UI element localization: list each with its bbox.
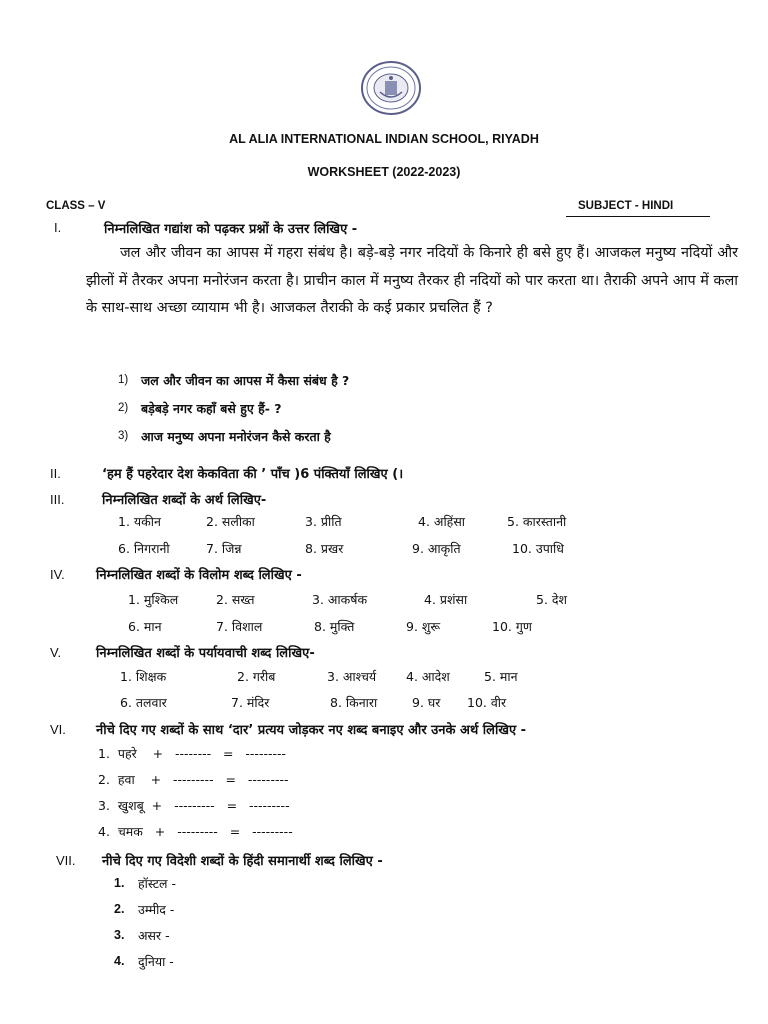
word-item: 8. प्रखर [305, 541, 344, 556]
word-item: 6. मान [128, 619, 162, 634]
section-title-4: निम्नलिखित शब्दों के विलोम शब्द लिखिए - [96, 568, 302, 583]
section-title-7: नीचे दिए गए विदेशी शब्दों के हिंदी समानार्थी शब्द लिखिए - [102, 854, 383, 869]
word-item: 4. अहिंसा [418, 514, 466, 529]
question-text: जल और जीवन का आपस में कैसा संबंध है ? [141, 373, 350, 388]
worksheet-title: WORKSHEET (2022-2023) [307, 165, 461, 179]
word-item: 6. निगरानी [118, 541, 170, 556]
foreign-word: दुनिया - [138, 954, 174, 969]
suffix-item: 1. पहरे + -------- = --------- [98, 746, 287, 761]
word-item: 7. मंदिर [231, 695, 270, 710]
section-number-5: V. [50, 645, 62, 660]
question-number: 2) [118, 402, 129, 414]
school-logo-icon [360, 60, 422, 116]
list-number: 2. [114, 902, 125, 916]
suffix-item: 4. चमक + --------- = --------- [98, 824, 293, 839]
word-item: 4. आदेश [406, 669, 450, 684]
suffix-item: 2. हवा + --------- = --------- [98, 772, 289, 787]
word-item: 10. वीर [467, 695, 507, 710]
subject-underline [566, 216, 710, 217]
word-item: 8. किनारा [330, 695, 378, 710]
list-number: 4. [114, 954, 125, 968]
question-number: 3) [118, 430, 129, 442]
question-text: बड़ेबड़े नगर कहाँ बसे हुए हैं- ? [141, 401, 282, 416]
word-item: 1. यकीन [118, 514, 161, 529]
school-name: AL ALIA INTERNATIONAL INDIAN SCHOOL, RIYADH [229, 132, 539, 146]
suffix-item: 3. खुशबू + --------- = --------- [98, 798, 290, 813]
section-title-6: नीचे दिए गए शब्दों के साथ ‘दार’ प्रत्यय जोड़कर नए शब्द बनाइए और उनके अर्थ लिखिए - [96, 723, 527, 738]
word-item: 3. आकर्षक [312, 592, 368, 607]
word-item: 2. सख्त [216, 592, 255, 607]
section-title-1: निम्नलिखित गद्यांश को पढ़कर प्रश्नों के उत्तर लिखिए - [104, 222, 358, 237]
word-item: 5. देश [536, 592, 568, 607]
word-item: 7. विशाल [216, 619, 263, 634]
word-item: 5. मान [484, 669, 518, 684]
word-item: 2. गरीब [237, 669, 276, 684]
section-number-3: III. [50, 492, 65, 507]
section-number-1: I. [54, 220, 62, 235]
word-item: 9. घर [412, 695, 441, 710]
list-number: 3. [114, 928, 125, 942]
word-item: 9. आकृति [412, 541, 461, 556]
foreign-word: असर - [138, 928, 170, 943]
passage-line-first: जल और जीवन का आपस में गहरा संबंध है। बड़े-बड़े नगर नदियों के किनारे ही बसे हुए हैं। आजकल [120, 245, 641, 261]
subject-label: SUBJECT - HINDI [578, 200, 674, 212]
question-text: आज मनुष्य अपना मनोरंजन कैसे करता है [141, 429, 331, 444]
word-item: 2. सलीका [206, 514, 255, 529]
word-item: 3. आश्चर्य [327, 669, 377, 684]
word-item: 10. गुण [492, 619, 532, 634]
section-number-2: II. [50, 466, 61, 481]
word-item: 1. शिक्षक [120, 669, 167, 684]
question-number: 1) [118, 374, 129, 386]
word-item: 5. कारस्तानी [507, 514, 567, 529]
word-item: 7. जिन्न [206, 541, 242, 556]
word-item: 10. उपाधि [512, 541, 564, 556]
word-item: 6. तलवार [120, 695, 167, 710]
foreign-word: हॉस्टल - [138, 876, 176, 891]
word-item: 4. प्रशंसा [424, 592, 468, 607]
section-title-2: ‘हम हैं पहरेदार देश केकविता की ’ पाँच )6 पंक्तियाँ लिखिए (। [102, 467, 404, 482]
passage-rest: मनुष्य नदियों और झीलों में तैरकर अपना मनोरंजन करता है। प्राचीन काल में मनुष्य तैरकर ही नदियों को पार करता था। तैराकी अपने आप में कला के साथ-साथ अच्छा व्यायाम भी है। आजकल तैराकी के कई प्रकार प्रचलित हैं ? [86, 245, 738, 316]
section-number-7: VII. [56, 853, 76, 868]
section-title-3: निम्नलिखित शब्दों के अर्थ लिखिए- [102, 493, 267, 508]
list-number: 1. [114, 876, 125, 890]
foreign-word: उम्मीद - [138, 902, 175, 917]
word-item: 3. प्रीति [305, 514, 342, 529]
passage [86, 240, 738, 323]
section-number-6: VI. [50, 722, 66, 737]
word-item: 1. मुश्किल [128, 592, 179, 607]
section-number-4: IV. [50, 567, 65, 582]
section-title-5: निम्नलिखित शब्दों के पर्यायवाची शब्द लिखिए- [96, 646, 315, 661]
word-item: 9. शुरू [406, 619, 441, 634]
word-item: 8. मुक्ति [314, 619, 355, 634]
class-label: CLASS – V [46, 200, 106, 212]
